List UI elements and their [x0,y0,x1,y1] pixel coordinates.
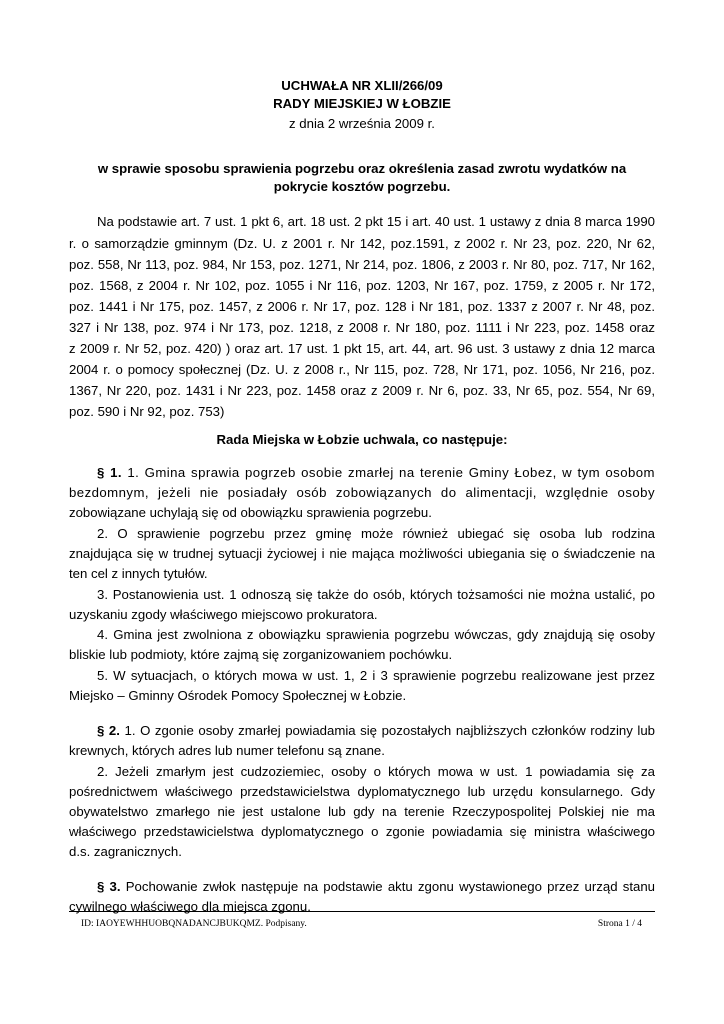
preamble-line: z 2009 r. Nr 52, poz. 420) ) oraz art. 17 ust. 1 pkt 15, art. 44, art. 96 ust. 3 ustawy z dnia 12 marca [69,341,655,356]
subject-line-1: w sprawie sposobu sprawienia pogrzebu oraz określenia zasad zwrotu wydatków na [97,161,627,176]
paragraph-2-line: obywatelstwo zmarłego nie jest ustalone lub gdy na terenie Rzeczypospolitej Polskiej nie ma [69,804,655,819]
preamble-line: poz. 1568, z 2004 r. Nr 102, poz. 1055 i Nr 116, poz. 1203, Nr 167, poz. 1759, z 2005 r. Nr 172, [69,278,655,293]
document-id: ID: IAOYEWHHUOBQNADANCJBUKQMZ. Podpisany. [81,919,307,929]
paragraph-1-line: Miejsko – Gminny Ośrodek Pomocy Społecznej w Łobzie. [69,688,407,703]
page-number: Strona 1 / 4 [597,919,642,929]
preamble-line: Na podstawie art. 7 ust. 1 pkt 6, art. 18 ust. 2 pkt 15 i art. 40 ust. 1 ustawy z dnia 8 marca 1990 [97,214,655,229]
subject-line-2: pokrycie kosztów pogrzebu. [273,179,451,194]
paragraph-3-line: cywilnego właściwego dla miejsca zgonu. [69,899,311,914]
paragraph-1-line: bezdomnym, jeżeli nie posiadały osób zobowiązanych do alimentacji, względnie osoby [69,485,655,500]
paragraph-2-line [97,723,655,739]
preamble-line: poz. 558, Nr 113, poz. 984, Nr 153, poz. 1271, Nr 214, poz. 1806, z 2003 r. Nr 80, poz. 717, Nr 162, [69,257,655,272]
paragraph-1-line: 2. O sprawienie pogrzebu przez gminę może również ubiegać się osoba lub rodzina [97,526,655,541]
footer-divider [69,911,655,912]
resolution-heading: Rada Miejska w Łobzie uchwala, co następuje: [216,432,508,447]
paragraph-3-mark: § 3. [97,879,121,894]
paragraph-1-line: 3. Postanowienia ust. 1 odnoszą się także do osób, których tożsamości nie można ustalić, po [97,587,655,602]
paragraph-2-line: 2. Jeżeli zmarłym jest cudzoziemiec, osoby o których mowa w ust. 1 powiadamia się za [97,764,655,779]
paragraph-3-line [97,879,655,895]
paragraph-1-line: 4. Gmina jest zwolniona z obowiązku sprawienia pogrzebu wówczas, gdy znajdują się osoby [97,627,655,642]
paragraph-1-line: 5. W sytuacjach, o których mowa w ust. 1, 2 i 3 sprawienie pogrzebu realizowane jest przez [97,668,655,683]
resolution-date: z dnia 2 września 2009 r. [289,116,435,131]
resolution-number: UCHWAŁA NR XLII/266/09 [281,78,443,93]
paragraph-1-line: bliskie lub podmioty, które zajmą się zorganizowaniem pochówku. [69,647,453,662]
paragraph-1-line [97,465,655,481]
paragraph-1-line: zobowiązane uchylają się od obowiązku sprawienia pogrzebu. [69,505,432,520]
paragraph-1-line: ten cel z innych tytułów. [69,566,208,581]
paragraph-1-line: znajdująca się w trudnej sytuacji życiowej i nie mająca możliwości ubiegania się o świadczenie na [69,546,655,561]
paragraph-2-text: 1. O zgonie osoby zmarłej powiadamia się pozostałych najbliższych członków rodziny lub [119,723,655,738]
preamble-line: poz. 1441 i Nr 175, poz. 1457, z 2006 r. Nr 17, poz. 128 i Nr 181, poz. 1337 z 2007 r. Nr 48, poz. [69,299,655,314]
paragraph-2-line: d.s. zagranicznych. [69,844,182,859]
council-name: RADY MIEJSKIEJ W ŁOBZIE [273,96,451,111]
paragraph-2-mark: § 2. [97,723,120,738]
paragraph-2-line: pośrednictwem właściwego przedstawicielstwa dyplomatycznego lub urzędu konsularnego. Gdy [69,784,655,799]
preamble-line: 327 i Nr 138, poz. 974 i Nr 173, poz. 1218, z 2008 r. Nr 180, poz. 1111 i Nr 223, poz. 1458 oraz [69,320,655,335]
preamble-line: 2004 r. o pomocy społecznej (Dz. U. z 2008 r., Nr 115, poz. 728, Nr 171, poz. 1056, Nr 216, poz. [69,362,655,377]
paragraph-1-text: 1. Gmina sprawia pogrzeb osobie zmarłej na terenie Gminy Łobez, w tym osobom [122,465,655,480]
paragraph-2-line: krewnych, których adres lub numer telefonu są znane. [69,743,385,758]
preamble-line: 1367, Nr 220, poz. 1431 i Nr 223, poz. 1458 oraz z 2009 r. Nr 6, poz. 33, Nr 65, poz. 554, Nr 69, [69,383,655,398]
preamble-line: poz. 590 i Nr 92, poz. 753) [69,404,225,419]
preamble-line: r. o samorządzie gminnym (Dz. U. z 2001 r. Nr 142, poz.1591, z 2002 r. Nr 23, poz. 220, Nr 62, [69,236,655,251]
paragraph-3-text: Pochowanie zwłok następuje na podstawie aktu zgonu wystawionego przez urząd stanu [120,879,655,894]
paragraph-1-line: uzyskaniu zgody właściwego miejscowo prokuratora. [69,607,378,622]
paragraph-1-mark: § 1. [97,465,123,480]
paragraph-2-line: właściwego przedstawicielstwa dyplomatycznego o zgonie powiadamia się ministra właściwego [69,824,655,839]
